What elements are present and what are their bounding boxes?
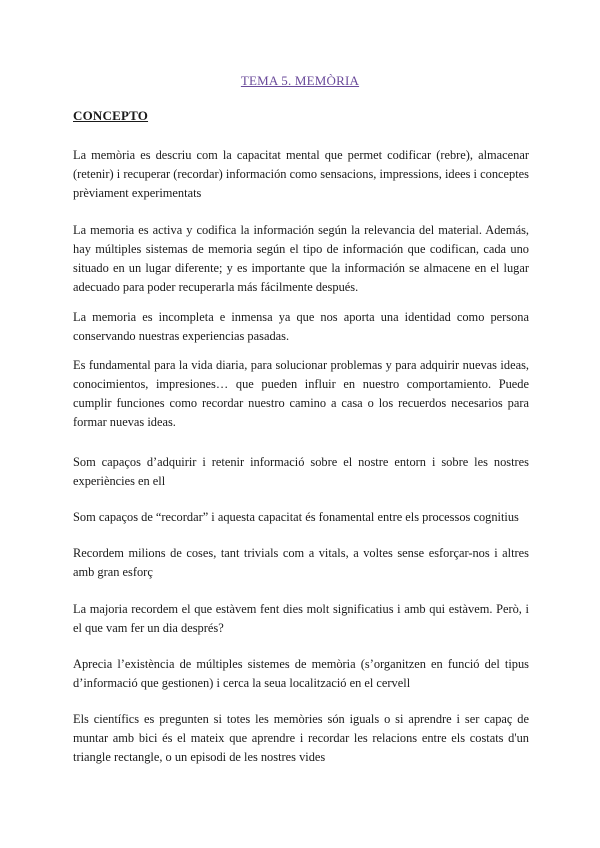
paragraph-6: Som capaços de “recordar” i aquesta capacitat és fonamental entre els processos cognitius [73,510,519,524]
section-heading: CONCEPTO [73,108,149,123]
paragraph-10: Els científics es pregunten si totes les memòries són iguals o si aprendre i ser capaç de muntar amb bici és el mateix que aprendre i recordar les relacions entre els costats d'un triangle rectangle, o un episodi de les nostres vides [73,712,529,764]
paragraph-5: Som capaços d’adquirir i retenir informació sobre el nostre entorn i sobre les nostres experiències en ell [73,455,529,488]
paragraph-8: La majoria recordem el que estàvem fent dies molt significatius i amb qui estàvem. Però, i el que vam fer un dia després? [73,602,529,635]
paragraph-9: Aprecia l’existència de múltiples sistemes de memòria (s’organitzen en funció del tipus d’informació que gestionen) i cerca la seua localització en el cervell [73,657,529,690]
paragraph-3: La memoria es incompleta e inmensa ya que nos aporta una identidad como persona conservando nuestras experiencias pasadas. [73,310,529,343]
paragraph-1: La memòria es descriu com la capacitat mental que permet codificar (rebre), almacenar (retenir) i recuperar (recordar) información como sensacions, impressions, idees i conceptes prèviament experimentats [73,148,529,200]
paragraph-4: Es fundamental para la vida diaria, para solucionar problemas y para adquirir nuevas ideas, conocimientos, impresiones… que pueden influir en nuestro comportamiento. Puede cumplir funciones como recordar nuestro camino a casa o los recuerdos necesarios para formar nuevas ideas. [73,358,529,429]
paragraph-7: Recordem milions de coses, tant trivials com a vitals, a voltes sense esforçar-nos i altres amb gran esforç [73,546,529,579]
paragraph-2: La memoria es activa y codifica la información según la relevancia del material. Además, hay múltiples sistemas de memoria según el tipo de información que codifican, cada uno situado en un lugar diferente; y es importante que la información se almacene en el lugar adecuado para poder recuperarla más fácilmente después. [73,223,529,294]
document-title: TEMA 5. MEMÒRIA [240,73,360,88]
